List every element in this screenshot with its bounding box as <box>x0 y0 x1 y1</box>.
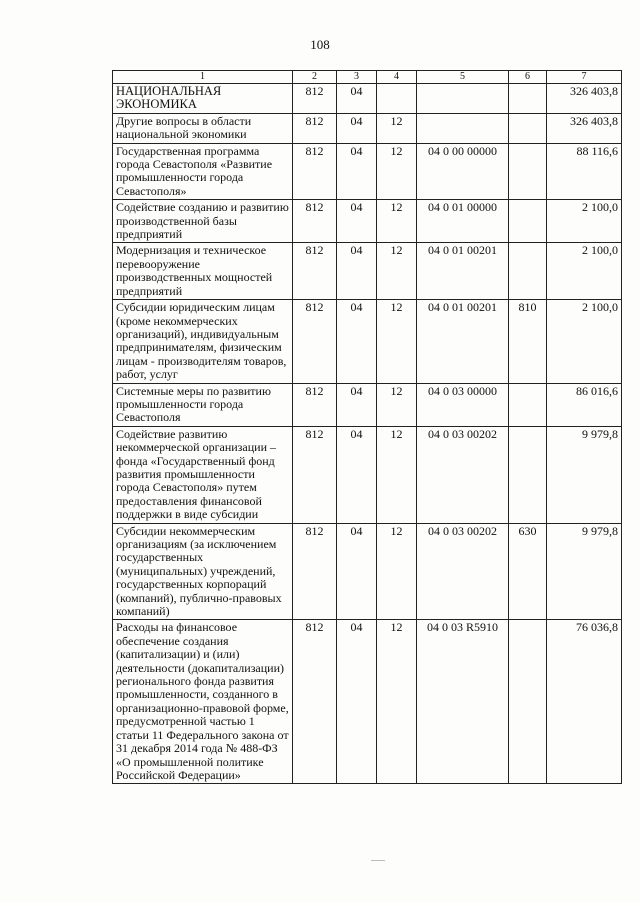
column-header: 2 <box>293 71 337 84</box>
amount-cell: 86 016,6 <box>547 383 622 426</box>
expense-name-cell: Расходы на финансовое обеспечение создания (капитализации) и (или) деятельности (докапитализации) регионального фонда развития промышленности, созданного в организационно-правовой форме, предусмотренной частью 1 статьи 11 Федерального закона от 31 декабря 2014 года № 488-ФЗ «О промышленной политике Российской Федерации» <box>113 620 293 784</box>
amount-cell: 2 100,0 <box>547 300 622 383</box>
subsection-code-cell: 12 <box>377 620 417 784</box>
section-code-cell: 04 <box>337 243 377 300</box>
table-row <box>113 383 622 426</box>
amount-cell: 9 979,8 <box>547 523 622 620</box>
section-code-cell: 04 <box>337 300 377 383</box>
target-article-cell: 04 0 03 R5910 <box>417 620 509 784</box>
target-article-cell <box>417 84 509 114</box>
table-row <box>113 84 622 114</box>
expense-type-cell <box>509 143 547 200</box>
expense-name-cell: Системные меры по развитию промышленности города Севастополя <box>113 383 293 426</box>
grbs-code-cell: 812 <box>293 143 337 200</box>
section-code-cell: 04 <box>337 84 377 114</box>
target-article-cell: 04 0 03 00202 <box>417 523 509 620</box>
table-row <box>113 620 622 784</box>
grbs-code-cell: 812 <box>293 300 337 383</box>
target-article-cell: 04 0 03 00202 <box>417 426 509 523</box>
table-row <box>113 113 622 143</box>
expense-type-cell <box>509 113 547 143</box>
subsection-code-cell <box>377 84 417 114</box>
target-article-cell: 04 0 01 00201 <box>417 300 509 383</box>
table-row <box>113 143 622 200</box>
grbs-code-cell: 812 <box>293 113 337 143</box>
grbs-code-cell: 812 <box>293 383 337 426</box>
subsection-code-cell: 12 <box>377 383 417 426</box>
expense-name-cell: Содействие созданию и развитию производственной базы предприятий <box>113 200 293 243</box>
table-row <box>113 523 622 620</box>
table-row <box>113 300 622 383</box>
subsection-code-cell: 12 <box>377 523 417 620</box>
expense-name-cell: Субсидии некоммерческим организациям (за исключением государственных (муниципальных) учреждений, государственных корпораций (компаний), публично-правовых компаний) <box>113 523 293 620</box>
subsection-code-cell: 12 <box>377 426 417 523</box>
expense-type-cell <box>509 84 547 114</box>
target-article-cell: 04 0 01 00000 <box>417 200 509 243</box>
expense-type-cell <box>509 620 547 784</box>
column-header: 5 <box>417 71 509 84</box>
expense-name-cell: Содействие развитию некоммерческой организации – фонда «Государственный фонд развития промышленности города Севастополя» путем предоставления финансовой поддержки в виде субсидии <box>113 426 293 523</box>
expense-type-cell <box>509 200 547 243</box>
subsection-code-cell: 12 <box>377 200 417 243</box>
grbs-code-cell: 812 <box>293 426 337 523</box>
subsection-code-cell: 12 <box>377 113 417 143</box>
table-row <box>113 426 622 523</box>
grbs-code-cell: 812 <box>293 84 337 114</box>
section-code-cell: 04 <box>337 620 377 784</box>
subsection-code-cell: 12 <box>377 300 417 383</box>
column-header: 3 <box>337 71 377 84</box>
amount-cell: 9 979,8 <box>547 426 622 523</box>
section-code-cell: 04 <box>337 143 377 200</box>
expense-name-cell: Субсидии юридическим лицам (кроме некоммерческих организаций), индивидуальным предпринимателям, физическим лицам - производителям товаров, работ, услуг <box>113 300 293 383</box>
expense-type-cell: 810 <box>509 300 547 383</box>
expense-type-cell <box>509 426 547 523</box>
section-code-cell: 04 <box>337 113 377 143</box>
budget-table <box>112 70 622 784</box>
target-article-cell <box>417 113 509 143</box>
amount-cell: 76 036,8 <box>547 620 622 784</box>
amount-cell: 2 100,0 <box>547 243 622 300</box>
scan-mark <box>371 860 385 861</box>
column-number-row <box>113 71 622 84</box>
section-code-cell: 04 <box>337 200 377 243</box>
column-header: 1 <box>113 71 293 84</box>
subsection-code-cell: 12 <box>377 243 417 300</box>
expense-name-cell: Модернизация и техническое перевооружение производственных мощностей предприятий <box>113 243 293 300</box>
expense-name-cell: НАЦИОНАЛЬНАЯ ЭКОНОМИКА <box>113 84 293 114</box>
section-code-cell: 04 <box>337 523 377 620</box>
grbs-code-cell: 812 <box>293 243 337 300</box>
table-row <box>113 200 622 243</box>
grbs-code-cell: 812 <box>293 620 337 784</box>
expense-type-cell: 630 <box>509 523 547 620</box>
target-article-cell: 04 0 03 00000 <box>417 383 509 426</box>
page-number: 108 <box>310 37 330 52</box>
column-header: 6 <box>509 71 547 84</box>
expense-name-cell: Другие вопросы в области национальной экономики <box>113 113 293 143</box>
target-article-cell: 04 0 00 00000 <box>417 143 509 200</box>
table-row <box>113 243 622 300</box>
subsection-code-cell: 12 <box>377 143 417 200</box>
grbs-code-cell: 812 <box>293 523 337 620</box>
grbs-code-cell: 812 <box>293 200 337 243</box>
column-header: 4 <box>377 71 417 84</box>
amount-cell: 326 403,8 <box>547 84 622 114</box>
amount-cell: 326 403,8 <box>547 113 622 143</box>
target-article-cell: 04 0 01 00201 <box>417 243 509 300</box>
expense-type-cell <box>509 383 547 426</box>
amount-cell: 2 100,0 <box>547 200 622 243</box>
section-code-cell: 04 <box>337 383 377 426</box>
column-header: 7 <box>547 71 622 84</box>
expense-type-cell <box>509 243 547 300</box>
amount-cell: 88 116,6 <box>547 143 622 200</box>
section-code-cell: 04 <box>337 426 377 523</box>
expense-name-cell: Государственная программа города Севастополя «Развитие промышленности города Севастополя» <box>113 143 293 200</box>
